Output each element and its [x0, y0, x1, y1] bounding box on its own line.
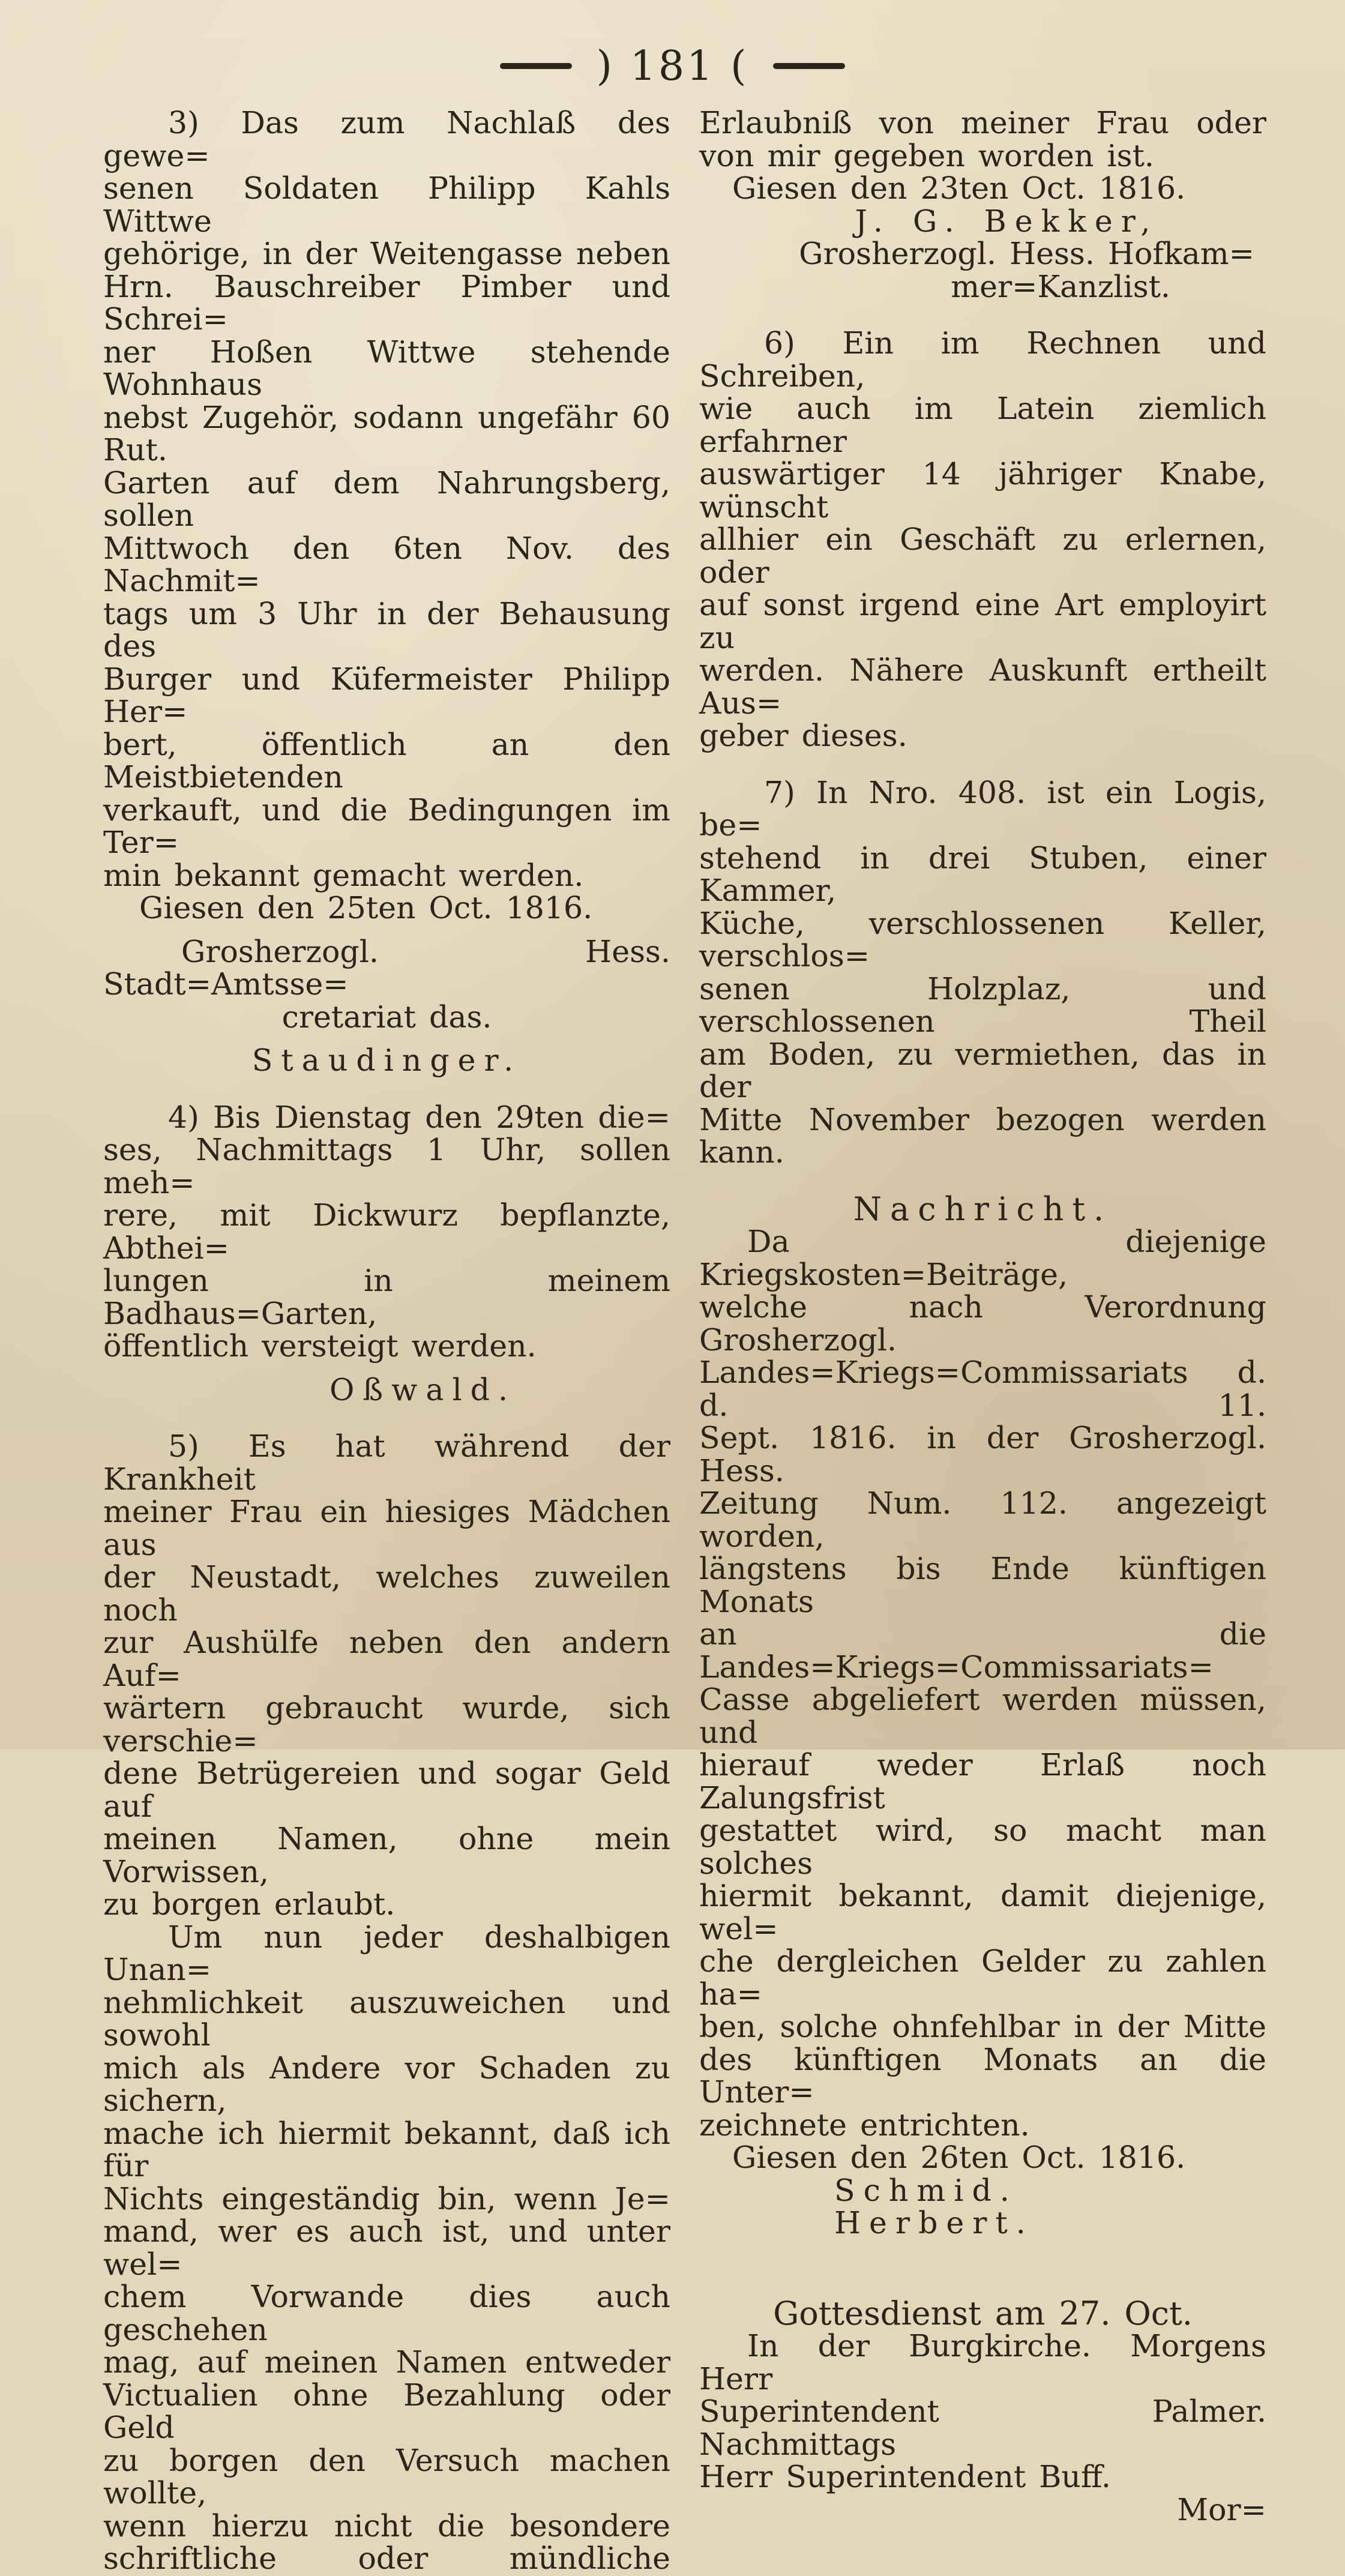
nachricht-heading: Nachricht. [853, 1190, 1113, 1228]
gottesdienst-line: In der Burgkirche. Morgens Herr [699, 2328, 1266, 2397]
notice-5-line: der Neustadt, welches zuweilen noch [103, 1559, 670, 1628]
notice-7-line: senen Holzplaz, und verschlossenen Theil [699, 971, 1266, 1039]
notice-7-line: stehend in drei Stuben, einer Kammer, [699, 840, 1266, 908]
notice-3-signature-line: cretariat das. [281, 999, 492, 1035]
notice-7-line: 7) In Nro. 408. ist ein Logis, be= [699, 774, 1266, 843]
gottesdienst-heading: Gottesdienst am 27. Oct. [773, 2294, 1193, 2332]
nachricht-line: hierauf weder Erlaß noch Zalungsfrist [699, 1747, 1266, 1816]
nachricht-line: ben, solche ohnfehlbar in der Mitte [699, 2009, 1266, 2044]
notice-7-line: am Boden, zu vermiethen, das in der [699, 1036, 1266, 1104]
notice-5-line: mand, wer es auch ist, und unter wel= [103, 2213, 670, 2282]
notice-6-line: allhier ein Geschäft zu erlernen, oder [699, 522, 1266, 590]
header-rule-left [500, 63, 572, 69]
notice-5-line: Nichts eingeständig bin, wenn Je= [103, 2180, 670, 2216]
notice-4 [103, 1101, 670, 1407]
nachricht-line: Zeitung Num. 112. angezeigt worden, [699, 1485, 1266, 1554]
notice-5-date: Giesen den 23ten Oct. 1816. [732, 170, 1186, 206]
page-header [0, 37, 1345, 95]
notice-3-line: nebst Zugehör, sodann ungefähr 60 Rut. [103, 399, 670, 468]
notice-6-line: 6) Ein im Rechnen und Schreiben, [699, 325, 1266, 394]
signature-herbert: Herbert. [834, 2205, 1034, 2240]
nachricht-line: Casse abgeliefert werden müssen, und [699, 1682, 1266, 1750]
nachricht-date: Giesen den 26ten Oct. 1816. [732, 2140, 1186, 2175]
right-column [699, 107, 1266, 2526]
notice-4-name: Oßwald. [329, 1371, 516, 1407]
notice-3-signature-line: Grosherzogl. Hess. Stadt=Amtsse= [103, 933, 670, 1002]
nachricht-line: hiermit bekannt, damit diejenige, wel= [699, 1878, 1266, 1946]
notice-5-line: Victualien ohne Bezahlung oder Geld [103, 2377, 670, 2445]
notice-3-line: min bekannt gemacht werden. [103, 857, 584, 893]
notice-5 [103, 1430, 670, 2575]
signature-schmid: Schmid. [834, 2172, 1018, 2208]
left-column [103, 107, 670, 2575]
notice-5-cont-line: Erlaubniß von meiner Frau oder [699, 105, 1266, 140]
notice-3 [103, 107, 670, 1077]
nachricht-line: Landes=Kriegs=Commissariats d. d. 11. [699, 1355, 1266, 1423]
notice-5-line: nehmlichkeit auszuweichen und sowohl [103, 1984, 670, 2053]
notice-3-line: Hrn. Bauschreiber Pimber und Schrei= [103, 268, 670, 337]
notice-5-line: meiner Frau ein hiesiges Mädchen aus [103, 1494, 670, 1562]
notice-5-line: wenn hierzu nicht die besondere [103, 2508, 670, 2544]
nachricht-line: Sept. 1816. in der Grosherzogl. Hess. [699, 1420, 1266, 1488]
nachricht-line: längstens bis Ende künftigen Monats [699, 1551, 1266, 1619]
notice-5-line: zur Aushülfe neben den andern Auf= [103, 1625, 670, 1693]
nachricht-line: gestattet wird, so macht man solches [699, 1813, 1266, 1881]
notice-5-line: zu borgen erlaubt. [103, 1886, 396, 1922]
notice-3-name: Staudinger. [251, 1043, 522, 1078]
gottesdienst-line: Herr Superintendent Buff. [699, 2459, 1111, 2494]
notice-5-line: mache ich hiermit bekannt, daß ich für [103, 2115, 670, 2183]
notice-4-line: 4) Bis Dienstag den 29ten die= [168, 1099, 670, 1135]
notice-3-line: senen Soldaten Philipp Kahls Wittwe [103, 170, 670, 239]
notice-7 [699, 774, 1266, 1170]
notice-5-title-line: Grosherzogl. Hess. Hofkam= [799, 236, 1254, 271]
nachricht-line: Da diejenige Kriegskosten=Beiträge, [699, 1224, 1266, 1292]
notice-3-line: Mittwoch den 6ten Nov. des Nachmit= [103, 530, 670, 598]
notice-5-name: J. G. Bekker, [855, 203, 1159, 239]
notice-4-line: ses, Nachmittags 1 Uhr, sollen meh= [103, 1132, 670, 1200]
page-number: ) 181 ( [596, 42, 749, 90]
notice-3-line: tags um 3 Uhr in der Behausung des [103, 595, 670, 664]
gottesdienst-line: Superintendent Palmer. Nachmittags [699, 2394, 1266, 2462]
notice-3-line: bert, öffentlich an den Meistbietenden [103, 726, 670, 795]
notice-5-line: chem Vorwande dies auch geschehen [103, 2279, 670, 2347]
notice-5-title-line: mer=Kanzlist. [951, 268, 1170, 304]
notice-5-line: schriftliche oder mündliche [103, 2541, 670, 2576]
notice-4-line: rere, mit Dickwurz bepflanzte, Abthei= [103, 1197, 670, 1266]
notice-5-line: mag, auf meinen Namen entweder [103, 2344, 670, 2380]
notice-7-line: Küche, verschlossenen Keller, verschlos= [699, 905, 1266, 974]
notice-5-line: Um nun jeder deshalbigen Unan= [103, 1919, 670, 1987]
catchword: Mor= [1177, 2491, 1266, 2527]
notice-5-line: dene Betrügereien und sogar Geld auf [103, 1756, 670, 1824]
notice-5-continued [699, 107, 1266, 303]
gottesdienst-notice [699, 2294, 1266, 2527]
header-rule-right [773, 63, 845, 69]
notice-3-line: 3) Das zum Nachlaß des gewe= [103, 105, 670, 173]
notice-5-line: meinen Namen, ohne mein Vorwissen, [103, 1821, 670, 1889]
notice-4-line: lungen in meinem Badhaus=Garten, [103, 1263, 670, 1331]
notice-6-line: wie auch im Latein ziemlich erfahrner [699, 391, 1266, 459]
notice-5-line: mich als Andere vor Schaden zu sichern, [103, 2050, 670, 2118]
notice-5-cont-line: von mir gegeben worden ist. [699, 137, 1154, 173]
notice-3-line: ner Hoßen Wittwe stehende Wohnhaus [103, 334, 670, 402]
notice-3-line: Burger und Küfermeister Philipp Her= [103, 661, 670, 729]
notice-6-line: auswärtiger 14 jähriger Knabe, wünscht [699, 456, 1266, 525]
notice-3-line: Garten auf dem Nahrungsberg, sollen [103, 465, 670, 533]
notice-4-line: öffentlich versteigt werden. [103, 1328, 537, 1364]
nachricht-line: des künftigen Monats an die Unter= [699, 2041, 1266, 2110]
notice-3-date: Giesen den 25ten Oct. 1816. [139, 890, 593, 925]
notice-3-line: verkauft, und die Bedingungen im Ter= [103, 792, 670, 860]
notice-3-line: gehörige, in der Weitengasse neben [103, 236, 670, 271]
notice-5-line: zu borgen den Versuch machen wollte, [103, 2442, 670, 2511]
nachricht-signatures [699, 2174, 1266, 2240]
notice-6-line: geber dieses. [699, 718, 907, 753]
nachricht-line: welche nach Verordnung Grosherzogl. [699, 1289, 1266, 1358]
nachricht-line: an die Landes=Kriegs=Commissariats= [699, 1616, 1266, 1685]
nachricht-notice [699, 1190, 1266, 2240]
notice-6 [699, 327, 1266, 753]
nachricht-line: zeichnete entrichten. [699, 2107, 1030, 2143]
notice-5-line: wärtern gebraucht wurde, sich verschie= [103, 1690, 670, 1759]
notice-5-line: 5) Es hat während der Krankheit [103, 1428, 670, 1497]
nachricht-line: che dergleichen Gelder zu zahlen ha= [699, 1943, 1266, 2012]
notice-6-line: auf sonst irgend eine Art employirt zu [699, 587, 1266, 655]
notice-6-line: werden. Nähere Auskunft ertheilt Aus= [699, 652, 1266, 721]
notice-7-line: Mitte November bezogen werden kann. [699, 1101, 1266, 1170]
